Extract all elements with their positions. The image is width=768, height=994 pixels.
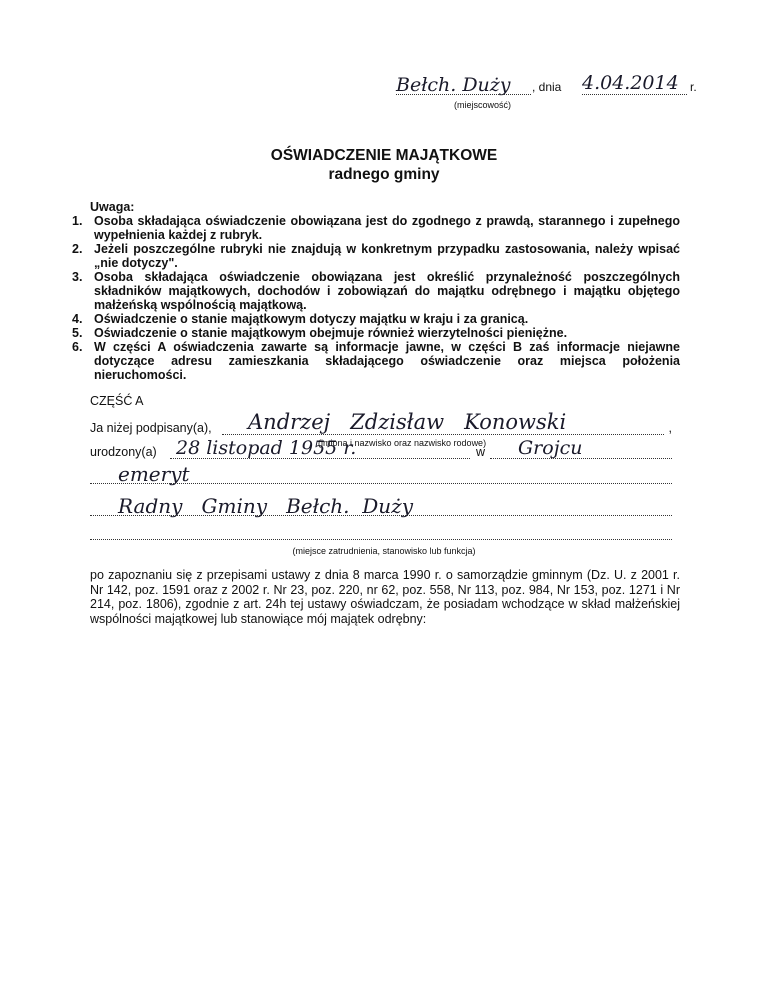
note-item: 2. Jeżeli poszczególne rubryki nie znajdują w konkretnym przypadku zastosowania, należy wpisać „nie dotyczy".: [72, 242, 680, 270]
date-handwritten: 4.04.2014: [582, 72, 679, 94]
notes-heading: Uwaga:: [90, 200, 135, 214]
note-item: 4. Oświadczenie o stanie majątkowym dotyczy majątku w kraju i za granicą.: [72, 312, 529, 326]
statement-paragraph: po zapoznaniu się z przepisami ustawy z dnia 8 marca 1990 r. o samorządzie gminnym (Dz. U. z 2001 r. Nr 142, poz. 1591 oraz z 2002 r. Nr 23, poz. 220, nr 62, poz. 558, Nr 113, poz. 984, Nr 153, poz. 1271 i Nr 214, poz. 1806), zgodnie z art. 24h tej ustawy oświadczam, że posiadam wchodzące w skład małżeńskiej wspólności majątkowej lub stanowiące mój majątek odrębny:: [90, 568, 680, 626]
born-place-handwritten: Grojcu: [518, 437, 583, 459]
signed-label: Ja niżej podpisany(a),: [90, 421, 212, 435]
notes-list: [72, 214, 680, 382]
born-label: urodzony(a): [90, 445, 157, 459]
note-item: 5. Oświadczenie o stanie majątkowym obejmuje również wierzytelności pieniężne.: [72, 326, 568, 340]
title-line-1: OŚWIADCZENIE MAJĄTKOWE: [270, 147, 498, 164]
title-line-2: radnego gminy: [328, 166, 440, 183]
place-caption: (miejscowość): [454, 100, 512, 110]
born-in-label: w: [476, 445, 486, 459]
document-title: [0, 146, 768, 184]
note-item: 6. W części A oświadczenia zawarte są informacje jawne, w części B zaś informacje niejawne dotyczące adresu zamieszkania składającego oświadczenie oraz miejsca położenia nieruchomości.: [72, 340, 680, 382]
born-date-dotted-line: [170, 458, 470, 459]
born-place-dotted-line: [490, 458, 672, 459]
place-dotted-line: [396, 94, 531, 95]
employment-line-1: emeryt: [118, 462, 190, 486]
born-date-handwritten: 28 listopad 1955 r.: [176, 437, 357, 459]
birth-row: [90, 437, 672, 462]
date-dotted-line: [582, 94, 687, 95]
name-caption: (imiona i nazwisko oraz nazwisko rodowe): [318, 438, 487, 448]
date-suffix: r.: [690, 80, 697, 94]
notes-section: [72, 200, 680, 382]
employment-row-3: [90, 522, 672, 542]
place-date-block: [396, 72, 741, 118]
signatory-row: Ja niżej podpisany(a), Andrzej Zdzisław Konowski ,: [90, 410, 672, 435]
part-a-heading: CZĘŚĆ A: [90, 394, 144, 408]
note-item: 1. Osoba składająca oświadczenie obowiązana jest do zgodnego z prawdą, starannego i zupełnego wypełnienia każdej z rubryk.: [72, 214, 680, 242]
employment-row-1: [90, 462, 672, 486]
employment-row-2: [90, 494, 672, 518]
employment-caption: (miejsce zatrudnienia, stanowisko lub funkcja): [292, 546, 476, 556]
note-item: 3. Osoba składająca oświadczenie obowiązana jest określić przynależność poszczególnych składników majątkowych, dochodów i zobowiązań do majątku odrębnego i majątku objętego małżeńską wspólnością majątkową.: [72, 270, 680, 312]
date-prefix: , dnia: [532, 80, 562, 94]
place-handwritten: Bełch. Duży: [396, 74, 511, 96]
name-handwritten: Andrzej Zdzisław Konowski: [248, 410, 567, 434]
employment-line-2: Radny Gminy Bełch. Duży: [118, 494, 414, 518]
name-dotted-line: [222, 434, 664, 435]
